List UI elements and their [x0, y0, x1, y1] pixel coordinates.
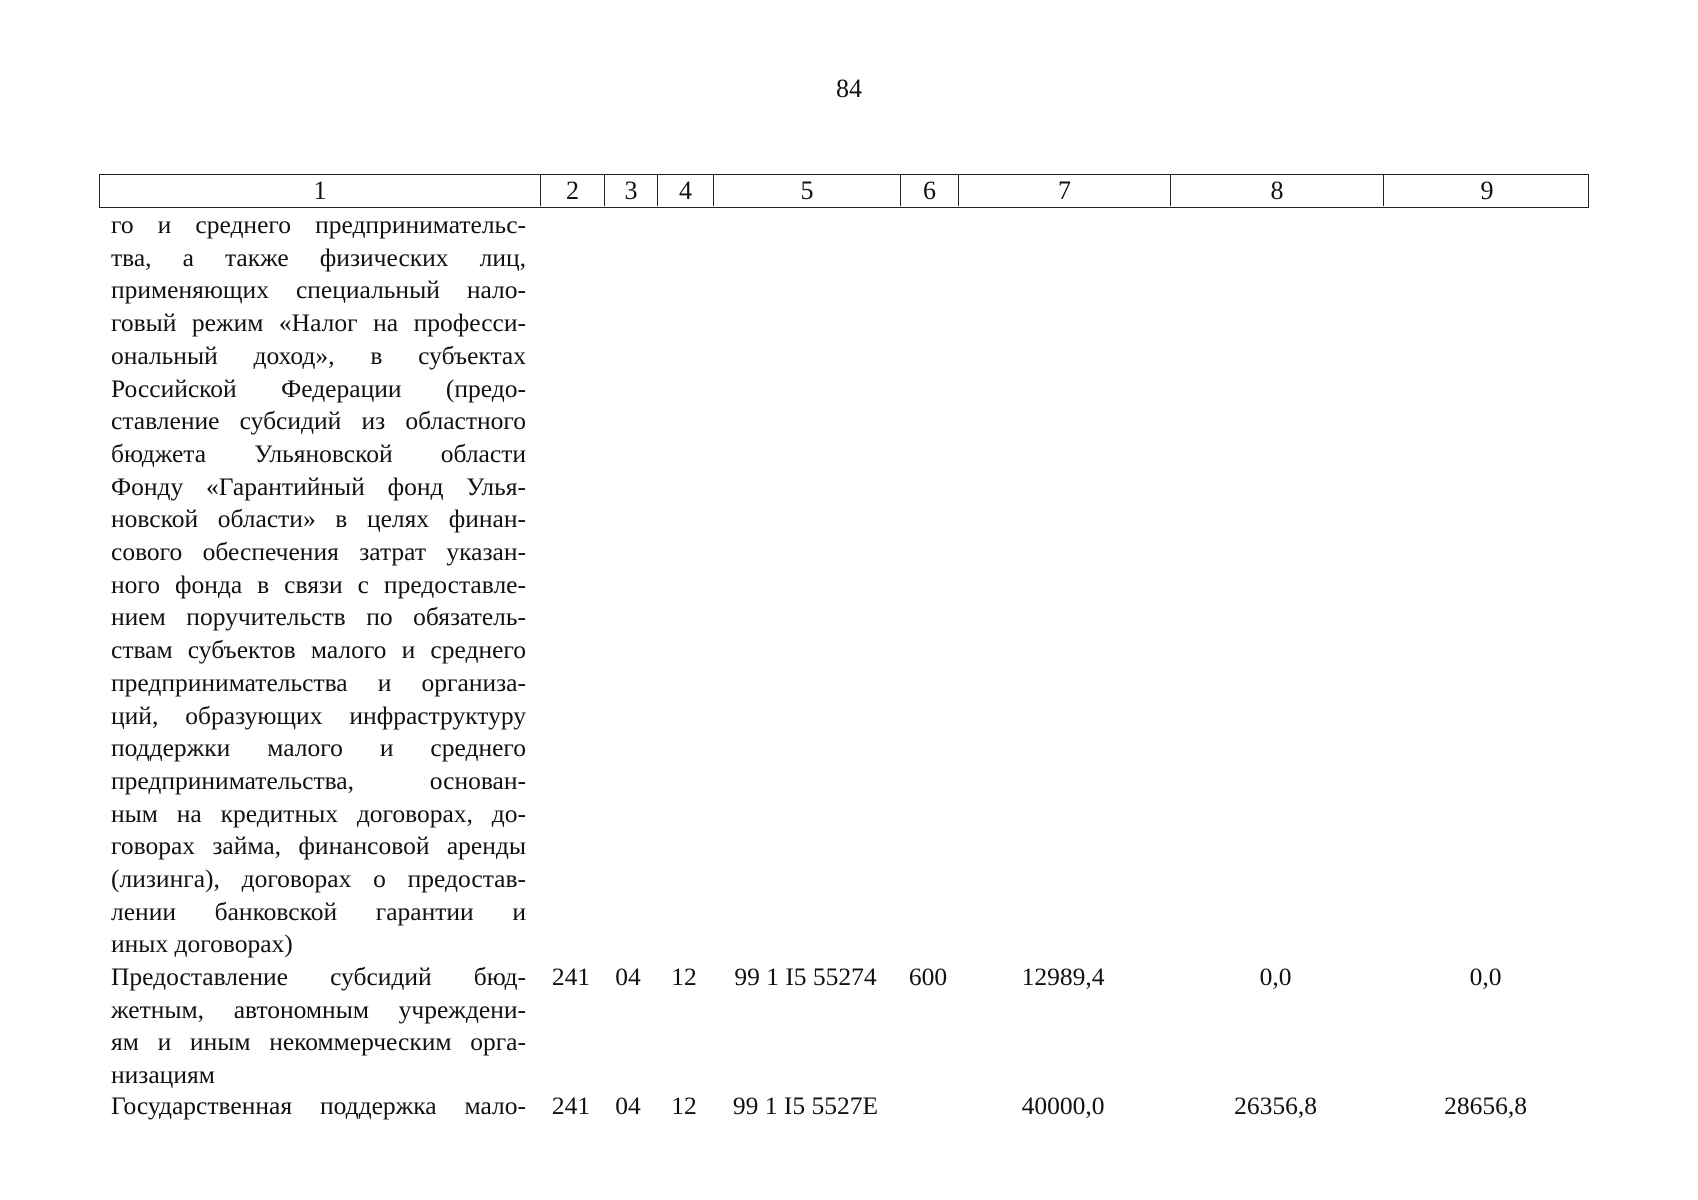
desc-line: поддержки малого и среднего — [111, 733, 526, 763]
header-col-9: 9 — [1383, 175, 1590, 206]
desc-line: лении банковской гарантии и — [111, 896, 526, 926]
row-2-col-3: 04 — [615, 962, 641, 991]
desc-line: низациям — [111, 1060, 215, 1090]
header-col-6: 6 — [900, 175, 958, 206]
row-2-col-7: 12989,4 — [1021, 962, 1105, 991]
desc-line: иных договорах) — [111, 929, 293, 959]
desc-line: тва, а также физических лиц, — [111, 242, 526, 272]
desc-line: говорах займа, финансовой аренды — [111, 831, 526, 861]
table-header-row — [99, 174, 1589, 208]
row-2-col-2: 241 — [551, 962, 591, 991]
desc-line: бюджета Ульяновской области — [111, 438, 526, 468]
row-3-col-3: 04 — [615, 1091, 641, 1120]
desc-line: предпринимательства, основан- — [111, 765, 526, 795]
header-col-8: 8 — [1170, 175, 1383, 206]
desc-line: сового обеспечения затрат указан- — [111, 537, 526, 567]
table-row-2-description — [111, 961, 526, 1092]
desc-line: (лизинга), договорах о предостав- — [111, 864, 526, 894]
desc-line: говый режим «Налог на професси- — [111, 308, 526, 338]
table-row-1-description — [111, 209, 526, 961]
header-col-4: 4 — [657, 175, 713, 206]
row-2-col-5: 99 1 I5 55274 — [734, 962, 877, 991]
desc-line: предпринимательства и организа- — [111, 667, 526, 697]
desc-line: ций, образующих инфраструктуру — [111, 700, 526, 730]
header-col-5: 5 — [713, 175, 900, 206]
row-3-col-5: 99 1 I5 5527E — [732, 1091, 879, 1120]
row-3-col-7: 40000,0 — [1021, 1091, 1105, 1120]
row-3-col-8: 26356,8 — [1234, 1091, 1317, 1120]
desc-line: Предоставление субсидий бюд- — [111, 962, 526, 991]
desc-line: Российской Федерации (предо- — [111, 373, 526, 403]
header-col-3: 3 — [604, 175, 657, 206]
header-col-1: 1 — [313, 176, 327, 205]
row-2-col-8: 0,0 — [1259, 962, 1292, 991]
row-2-col-9: 0,0 — [1469, 962, 1502, 991]
header-col-7: 7 — [958, 175, 1170, 206]
table-row-3-description — [111, 1090, 526, 1123]
page-number: 84 — [836, 74, 862, 103]
desc-line: ного фонда в связи с предоставле- — [111, 569, 526, 599]
row-2-col-4: 12 — [671, 962, 697, 991]
desc-line: новской области» в целях финан- — [111, 504, 526, 534]
header-col-2: 2 — [540, 175, 604, 206]
desc-line: нием поручительств по обязатель- — [111, 602, 526, 632]
desc-line: Государственная поддержка мало- — [111, 1091, 526, 1120]
desc-line: ным на кредитных договорах, до- — [111, 798, 526, 828]
desc-line: применяющих специальный нало- — [111, 275, 526, 305]
row-2-col-6: 600 — [908, 962, 948, 991]
desc-line: ям и иным некоммерческим орга- — [111, 1027, 526, 1057]
row-3-col-9: 28656,8 — [1444, 1091, 1527, 1120]
row-3-col-2: 241 — [551, 1091, 591, 1120]
desc-line: ональный доход», в субъектах — [111, 340, 526, 370]
desc-line: жетным, автономным учреждени- — [111, 994, 526, 1024]
desc-line: ставление субсидий из областного — [111, 406, 526, 436]
desc-line: го и среднего предпринимательс- — [111, 210, 526, 239]
desc-line: ствам субъектов малого и среднего — [111, 635, 526, 665]
desc-line: Фонду «Гарантийный фонд Улья- — [111, 471, 526, 501]
row-3-col-4: 12 — [671, 1091, 697, 1120]
